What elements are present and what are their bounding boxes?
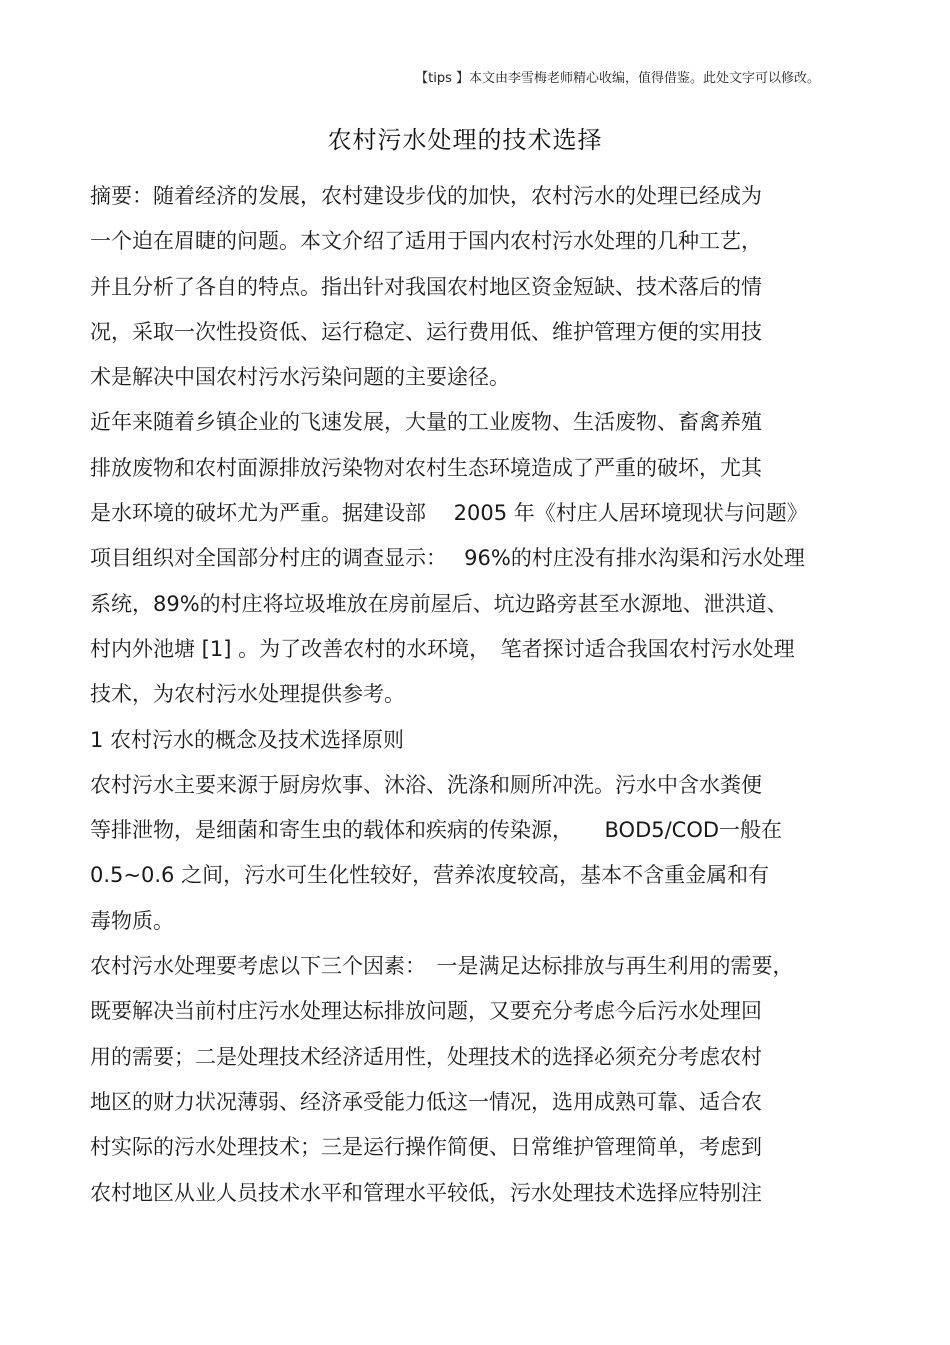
text-line: 地区的财力状况薄弱、经济承受能力低这一情况，选用成熟可靠、适合农: [90, 1089, 762, 1114]
text-line: 摘要：随着经济的发展，农村建设步伐的加快，农村污水的处理已经成为: [90, 184, 762, 208]
text-line: 既要解决当前村庄污水处理达标排放问题，又要充分考虑今后污水处理回: [90, 999, 762, 1024]
tips-note: 【tips 】本文由李雪梅老师精心收编，值得借鉴。此处文字可以修改。: [415, 71, 820, 86]
text-line: 农村污水主要来源于厨房炊事、沐浴、洗涤和厕所冲洗。污水中含水粪便: [90, 772, 762, 797]
document-body: [90, 174, 850, 1216]
text-line: 0.5~0.6 之间，污水可生化性较好，营养浓度较高，基本不含重金属和有: [90, 863, 770, 888]
text-line: 近年来随着乡镇企业的飞速发展，大量的工业废物、生活废物、畜禽养殖: [90, 410, 762, 435]
text-line: 村实际的污水处理技术；三是运行操作简便、日常维护管理简单，考虑到: [90, 1135, 762, 1160]
text-line: 一个迫在眉睫的问题。本文介绍了适用于国内农村污水处理的几种工艺，: [90, 229, 762, 254]
text-line: 等排泄物，是细菌和寄生虫的载体和疾病的传染源， BOD5/COD一般在: [90, 818, 783, 843]
text-line: 术是解决中国农村污水污染问题的主要途径。: [90, 365, 510, 390]
section-heading: 1 农村污水的概念及技术选择原则: [90, 727, 405, 752]
text-line: 毒物质。: [90, 908, 174, 933]
text-line: 农村地区从业人员技术水平和管理水平较低，污水处理技术选择应特别注: [90, 1180, 762, 1205]
text-line: 是水环境的破坏尤为严重。据建设部 2005 年《村庄人居环境现状与问题》: [90, 501, 808, 526]
text-line: 况，采取一次性投资低、运行稳定、运行费用低、维护管理方便的实用技: [90, 319, 762, 344]
text-line: 排放废物和农村面源排放污染物对农村生态环境造成了严重的破坏，尤其: [90, 455, 762, 480]
text-line: 村内外池塘 [1] 。为了改善农村的水环境， 笔者探讨适合我国农村污水处理: [90, 636, 795, 661]
text-line: 农村污水处理要考虑以下三个因素： 一是满足达标排放与再生利用的需要，: [90, 954, 794, 979]
text-line: 用的需要；二是处理技术经济适用性，处理技术的选择必须充分考虑农村: [90, 1044, 762, 1069]
text-line: 技术，为农村污水处理提供参考。: [90, 682, 405, 707]
document-title: 农村污水处理的技术选择: [327, 126, 603, 154]
text-line: 系统，89%的村庄将垃圾堆放在房前屋后、坑边路旁甚至水源地、泄洪道、: [90, 591, 788, 616]
text-line: 并且分析了各自的特点。指出针对我国农村地区资金短缺、技术落后的情: [90, 274, 762, 299]
text-line: 项目组织对全国部分村庄的调查显示： 96%的村庄没有排水沟渠和污水处理: [90, 546, 805, 571]
